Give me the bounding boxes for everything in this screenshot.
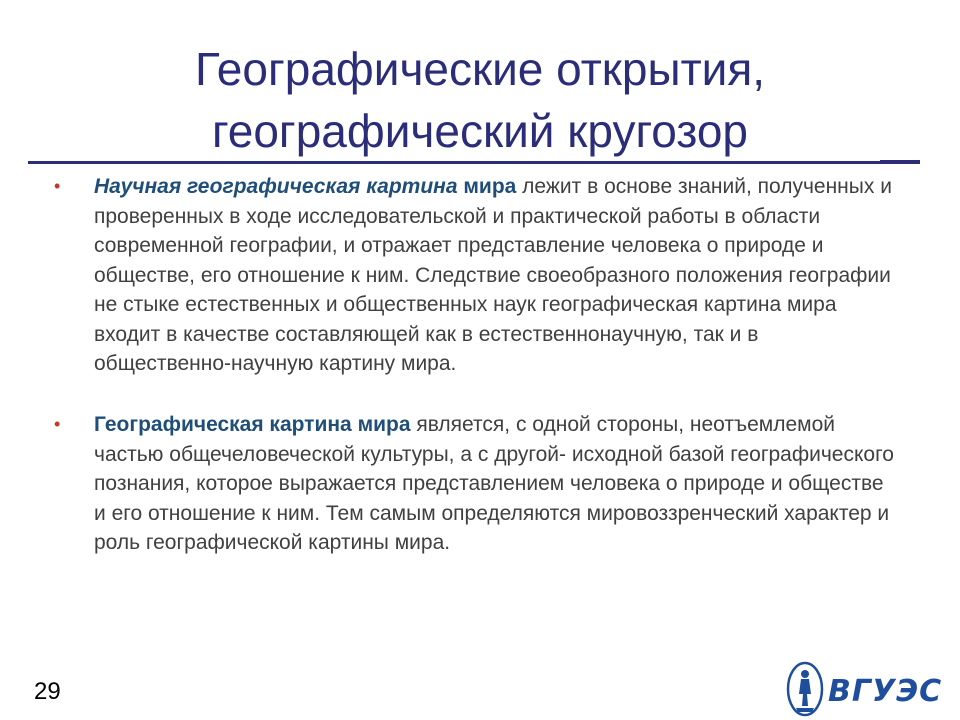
title-divider-tip [880,160,920,164]
bullet-item [54,410,894,558]
title-divider [28,161,918,164]
bullet-term-italic: Научная географическая картина [94,175,458,198]
logo-text: ВГУЭС [828,674,943,709]
page-number: 29 [34,678,61,705]
title-line-1: Географические открытия, [194,43,766,95]
title-line-2: географический кругозор [211,105,749,157]
slide-title [0,38,960,162]
bullet-term: мира [457,175,517,198]
bullet-text: лежит в основе знаний, полученных и проверенных в ходе исследовательской и практической работы в области современной географии, и отражает представление человека о природе и обществе, его отношение к ним. Следствие своеобразного положения географии не стыке естественных и общественных наук географическая картина мира входит в качестве составляющей как в естественнонаучную, так и в общественно-научную картину мира. [94,175,892,375]
bullet-term: Географическая картина мира [94,413,411,436]
bullet-dot-icon: • [54,176,61,196]
university-emblem-icon [784,660,826,718]
bullet-item [54,172,894,379]
bullet-text: является, с одной стороны, неотъемлемой частью общечеловеческой культуры, а с другой- исходной базой географического познания, которое выражается представлением человека о природе и обществе и его отношение к ним. Тем самым определяются мировоззренческий характер и роль географической картины мира. [94,413,894,554]
bullet-dot-icon: • [54,414,61,434]
university-logo [784,660,943,720]
